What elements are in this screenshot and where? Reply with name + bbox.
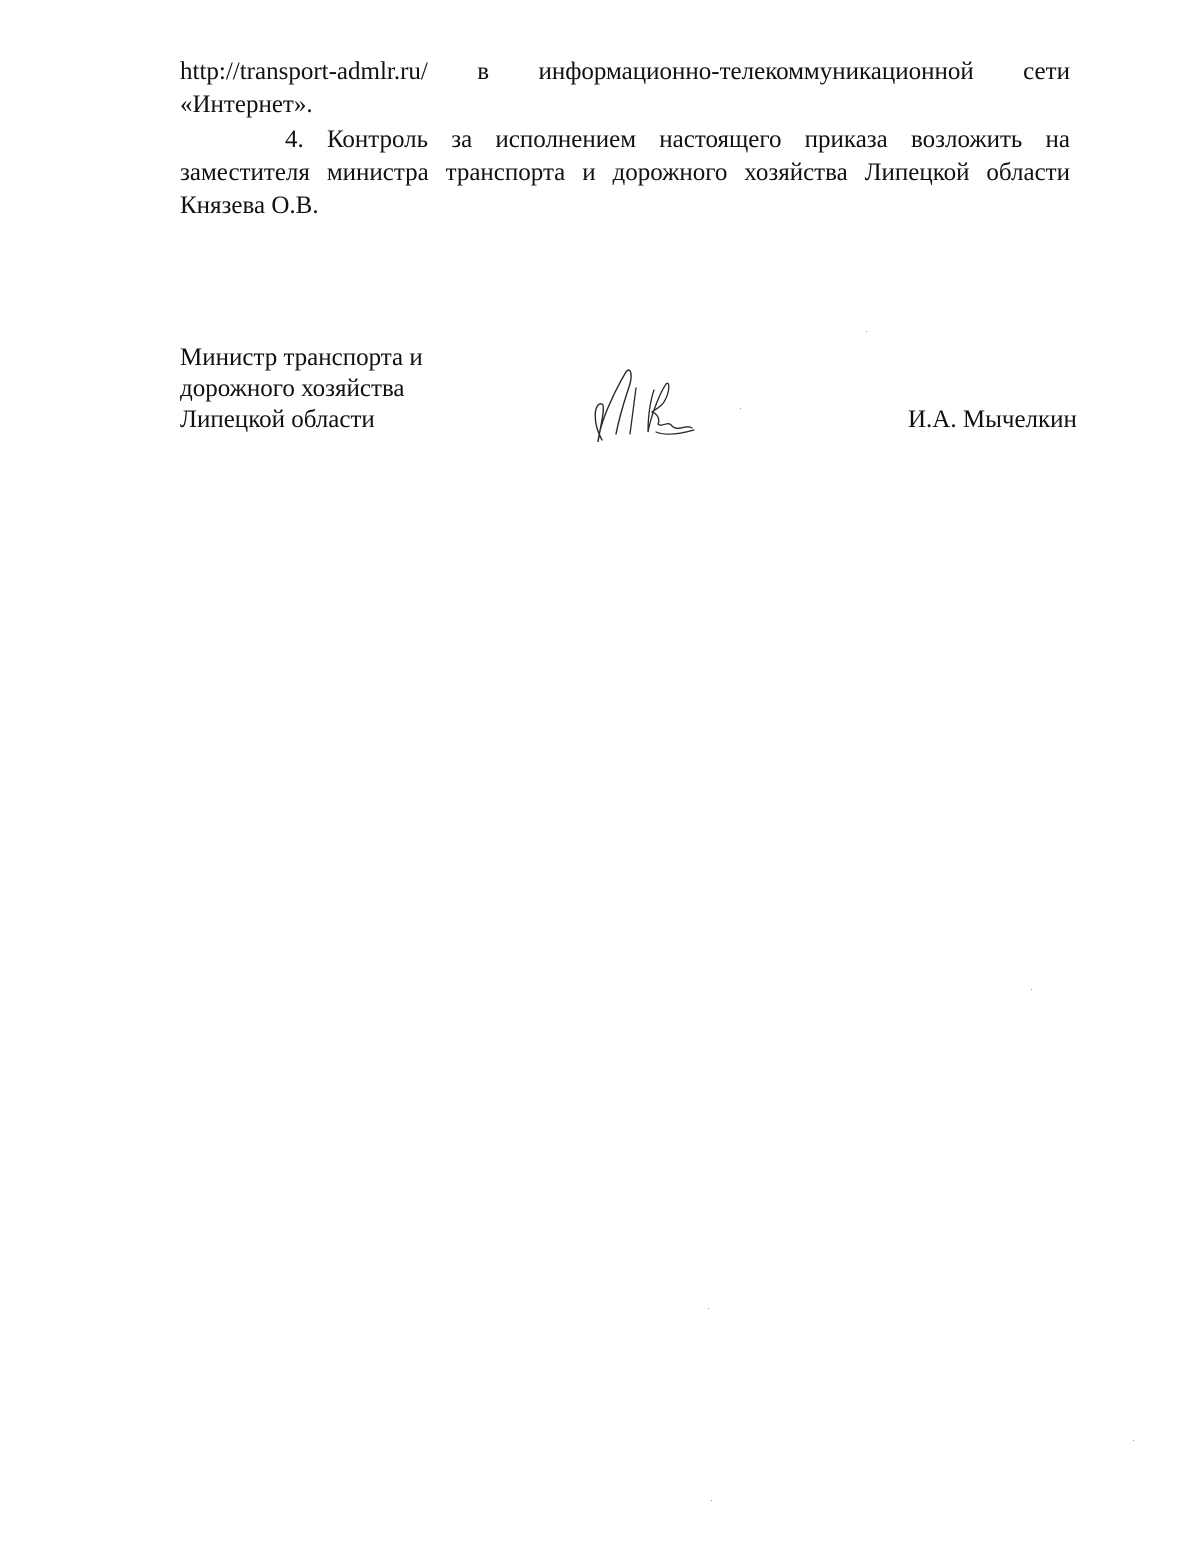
network-type-text: информационно-телекоммуникационной xyxy=(538,58,974,85)
preposition-text: в xyxy=(477,58,490,85)
network-word-text: сети xyxy=(1023,58,1070,85)
signatory-position xyxy=(180,342,423,435)
scan-speck xyxy=(740,408,741,409)
signer-name: И.А. Мычелкин xyxy=(908,406,1077,433)
position-line-3: Липецкой области xyxy=(180,406,375,433)
paragraph-item-4: 4. Контроль за исполнением настоящего приказа возложить на заместителя министра транспорта и дорожного хозяйства Липецкой области Князева О.В. xyxy=(180,126,1070,219)
position-line-1: Министр транспорта и xyxy=(180,344,423,371)
website-url: http://transport-admlr.ru/ xyxy=(180,58,428,85)
scan-speck xyxy=(711,1500,712,1501)
position-line-2: дорожного хозяйства xyxy=(180,375,405,402)
scan-speck xyxy=(866,331,867,332)
scan-speck xyxy=(1031,989,1032,990)
internet-line: «Интернет». xyxy=(180,91,313,118)
handwritten-signature xyxy=(588,362,698,452)
scan-speck xyxy=(708,1308,709,1309)
url-line xyxy=(180,55,1070,88)
scan-speck xyxy=(1133,1440,1134,1441)
document-body xyxy=(180,55,1070,222)
